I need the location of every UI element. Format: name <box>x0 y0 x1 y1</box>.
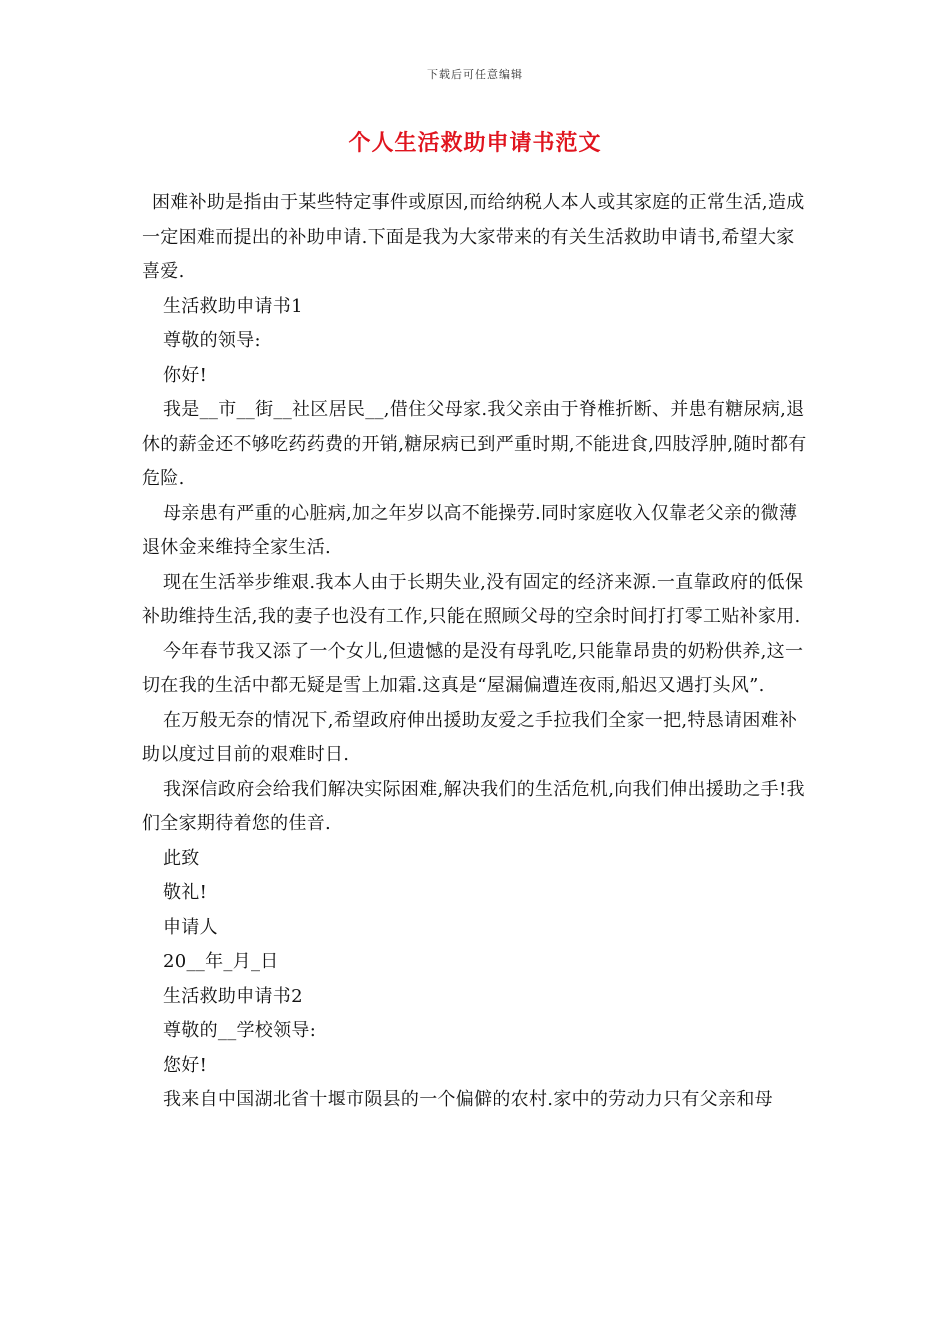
section-heading-1: 生活救助申请书1 <box>163 295 303 317</box>
document-body <box>142 186 812 1118</box>
body-paragraph: 我是__市__街__社区居民__,借住父母家.我父亲由于脊椎折断、并患有糖尿病,退休的薪金还不够吃药药费的开销,糖尿病已到严重时期,不能进食,四肢浮肿,随时都有危险. <box>142 399 807 489</box>
section-heading-2: 生活救助申请书2 <box>163 985 303 1007</box>
closing-line: 此致 <box>163 847 200 869</box>
closing-salute: 敬礼! <box>163 882 208 903</box>
body-paragraph: 母亲患有严重的心脏病,加之年岁以高不能操劳.同时家庭收入仅靠老父亲的微薄退休金来维持全家生活. <box>142 502 798 558</box>
body-paragraph: 在万般无奈的情况下,希望政府伸出援助友爱之手拉我们全家一把,特恳请困难补助以度过目前的艰难时日. <box>142 709 798 765</box>
document-title: 个人生活救助申请书范文 <box>348 130 602 156</box>
salutation-2: 尊敬的__学校领导: <box>163 1020 317 1041</box>
body-paragraph: 我深信政府会给我们解决实际困难,解决我们的生活危机,向我们伸出援助之手!我们全家期待着您的佳音. <box>142 778 805 834</box>
date-line: 20__年_月_日 <box>163 951 279 972</box>
greeting-1: 你好! <box>163 364 208 386</box>
greeting-2: 您好! <box>163 1054 208 1076</box>
body-paragraph: 现在生活举步维艰.我本人由于长期失业,没有固定的经济来源.一直靠政府的低保补助维持生活,我的妻子也没有工作,只能在照顾父母的空余时间打打零工贴补家用. <box>142 571 804 627</box>
intro-paragraph: 困难补助是指由于某些特定事件或原因,而给纳税人本人或其家庭的正常生活,造成一定困难而提出的补助申请.下面是我为大家带来的有关生活救助申请书,希望大家喜爱. <box>142 192 805 282</box>
body-paragraph: 我来自中国湖北省十堰市陨县的一个偏僻的农村.家中的劳动力只有父亲和母 <box>163 1089 773 1110</box>
applicant-label: 申请人 <box>163 916 218 938</box>
download-note: 下载后可任意编辑 <box>427 68 523 81</box>
salutation-1: 尊敬的领导: <box>163 330 261 351</box>
body-paragraph: 今年春节我又添了一个女儿,但遗憾的是没有母乳吃,只能靠昂贵的奶粉供养,这一切在我的生活中都无疑是雪上加霜.这真是“屋漏偏遭连夜雨,船迟又遇打头风”. <box>142 640 804 696</box>
